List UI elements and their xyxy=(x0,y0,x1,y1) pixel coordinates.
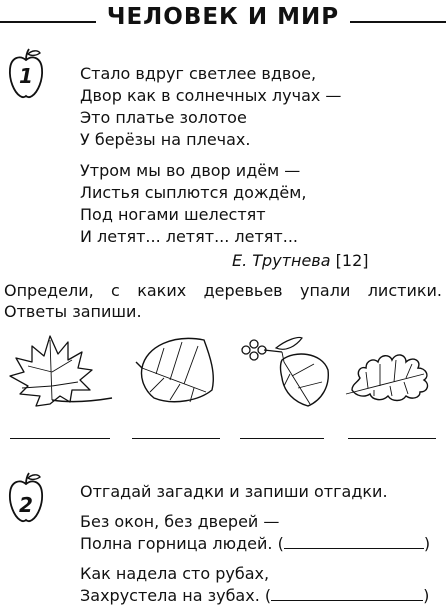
header-rule-right xyxy=(350,21,446,23)
poem-line: Двор как в солнечных лучах — xyxy=(80,86,342,105)
reference-number: [12] xyxy=(335,251,369,270)
riddle-line xyxy=(80,534,430,554)
poem-line: Утром мы во двор идём — xyxy=(80,161,301,180)
poem-line: Это платье золотое xyxy=(80,108,247,127)
page-title: ЧЕЛОВЕК И МИР xyxy=(106,4,340,30)
maple-leaf-icon xyxy=(6,332,118,418)
poem-line: И летят... летят... летят... xyxy=(80,227,299,246)
riddle-line xyxy=(80,586,429,606)
task-number-2: 2 xyxy=(19,493,33,517)
riddle-close-paren: ) xyxy=(423,534,431,553)
task-number-1: 1 xyxy=(19,64,33,88)
riddle-text: Захрустела на зубах. ( xyxy=(80,586,272,605)
answer-line[interactable] xyxy=(132,438,220,439)
task-instruction: Отгадай загадки и запиши отгадки. xyxy=(80,482,388,501)
riddle-line: Как надела сто рубах, xyxy=(80,564,270,583)
answer-line[interactable] xyxy=(240,438,324,439)
poem-line: Листья сыплются дождём, xyxy=(80,183,307,202)
birch-leaf-icon xyxy=(134,326,226,410)
riddle-text: Полна горница людей. ( xyxy=(80,534,284,553)
poem-line: Стало вдруг светлее вдвое, xyxy=(80,64,317,83)
linden-leaf-icon xyxy=(238,326,336,410)
answer-line[interactable] xyxy=(10,438,110,439)
oak-leaf-icon xyxy=(344,334,440,406)
poem-line: У берёзы на плечах. xyxy=(80,130,251,149)
riddle-line: Без окон, без дверей — xyxy=(80,512,280,531)
page-header xyxy=(0,0,446,40)
task-instruction: Определи, с каких деревьев упали листики. Ответы запиши. xyxy=(4,281,442,321)
header-rule-left xyxy=(0,21,96,23)
author-name: Е. Трутнева xyxy=(232,251,331,270)
poem-line: Под ногами шелестят xyxy=(80,205,266,224)
riddle-close-paren: ) xyxy=(423,586,430,605)
riddle-answer-field[interactable] xyxy=(271,586,423,601)
answer-line[interactable] xyxy=(348,438,436,439)
riddle-answer-field[interactable] xyxy=(284,534,424,549)
poem-author xyxy=(232,251,368,271)
